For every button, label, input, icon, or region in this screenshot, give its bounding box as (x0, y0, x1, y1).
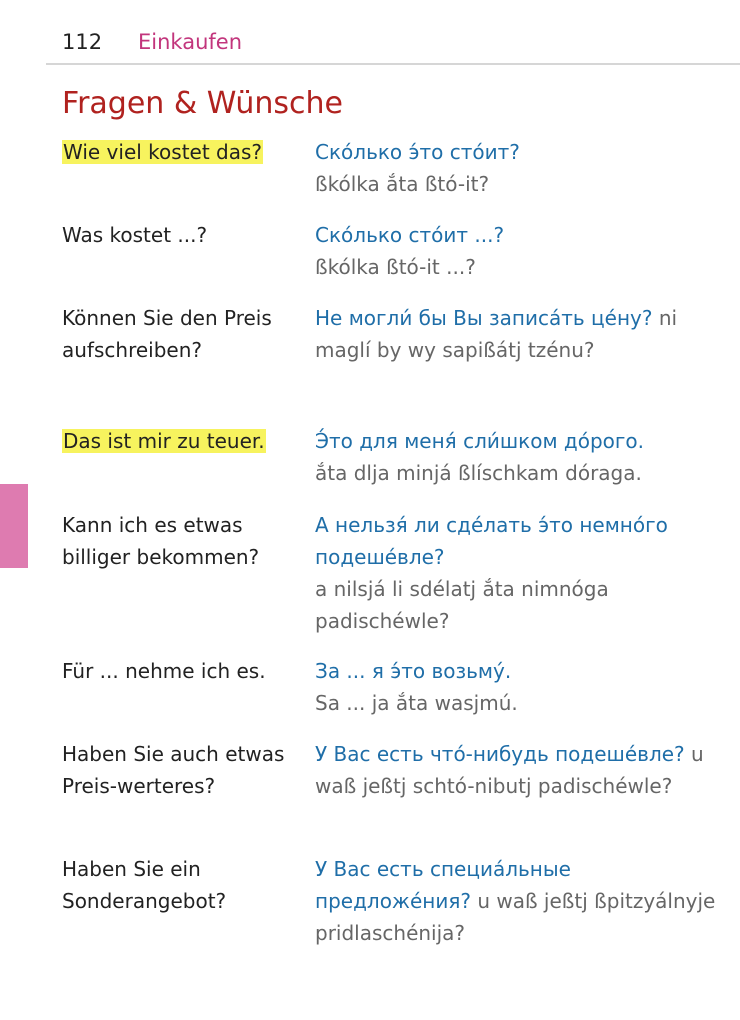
russian-phrase (315, 219, 730, 283)
german-phrase-text: Können Sie den Preis aufschreiben? (62, 306, 272, 362)
german-phrase (62, 302, 302, 366)
german-phrase-text: Kann ich es etwas billiger bekommen? (62, 513, 260, 569)
russian-phrase (315, 655, 730, 719)
section-title: Fragen & Wünsche (62, 86, 343, 121)
transliteration-text: ắta dlja minjá ßlíschkam dóraga. (315, 461, 642, 485)
cyrillic-text: А нельзя́ ли сде́лать э́то немно́го подеше́вле? (315, 513, 668, 569)
russian-phrase (315, 425, 730, 489)
german-phrase (62, 136, 302, 168)
german-phrase (62, 853, 302, 917)
russian-phrase (315, 738, 730, 802)
page-number: 112 (62, 30, 103, 54)
cyrillic-text: За ... я э́то возьму́. (315, 659, 512, 683)
russian-phrase (315, 136, 730, 200)
chapter-side-tab (0, 484, 28, 568)
russian-phrase (315, 853, 730, 949)
header-divider (46, 63, 740, 65)
russian-phrase (315, 509, 730, 637)
transliteration-text: u waß jeßtj schtó-nibutj padischéwle? (315, 742, 704, 798)
cyrillic-text: Э́то для меня́ сли́шком до́рого. (315, 429, 645, 453)
german-phrase-text: Haben Sie auch etwas Preis-werteres? (62, 742, 285, 798)
transliteration-text: ßkólka ắta ßtó-it? (315, 172, 490, 196)
transliteration-text: ßkólka ßtó-it ...? (315, 255, 476, 279)
cyrillic-text: У Вас есть что́-нибудь подеше́вле? (315, 742, 685, 766)
german-phrase-text: Haben Sie ein Sonderangebot? (62, 857, 227, 913)
cyrillic-text: Ско́лько э́то сто́ит? (315, 140, 520, 164)
german-phrase (62, 425, 302, 457)
german-phrase (62, 509, 302, 573)
transliteration-text: u waß jeßtj ßpitzyálnyje pridlaschénija? (315, 889, 716, 945)
chapter-title: Einkaufen (138, 30, 243, 54)
transliteration-text: Sa ... ja ắta wasjmú. (315, 691, 518, 715)
page-header (62, 26, 682, 62)
german-phrase-text: Für ... nehme ich es. (62, 659, 266, 683)
german-phrase-text: Wie viel kostet das? (63, 140, 263, 164)
transliteration-text: a nilsjá li sdélatj ắta nimnóga padischéwle? (315, 577, 609, 633)
german-phrase (62, 219, 302, 251)
german-phrase (62, 655, 302, 687)
german-phrase (62, 738, 302, 802)
cyrillic-text: Ско́лько сто́ит ...? (315, 223, 505, 247)
german-phrase-text: Das ist mir zu teuer. (63, 429, 265, 453)
transliteration-text: ni maglí by wy sapißátj tzénu? (315, 306, 678, 362)
cyrillic-text: У Вас есть специа́льные предложе́ния? (315, 857, 571, 913)
cyrillic-text: Не могли́ бы Вы записа́ть це́ну? (315, 306, 653, 330)
german-phrase-text: Was kostet ...? (62, 223, 208, 247)
russian-phrase (315, 302, 730, 366)
